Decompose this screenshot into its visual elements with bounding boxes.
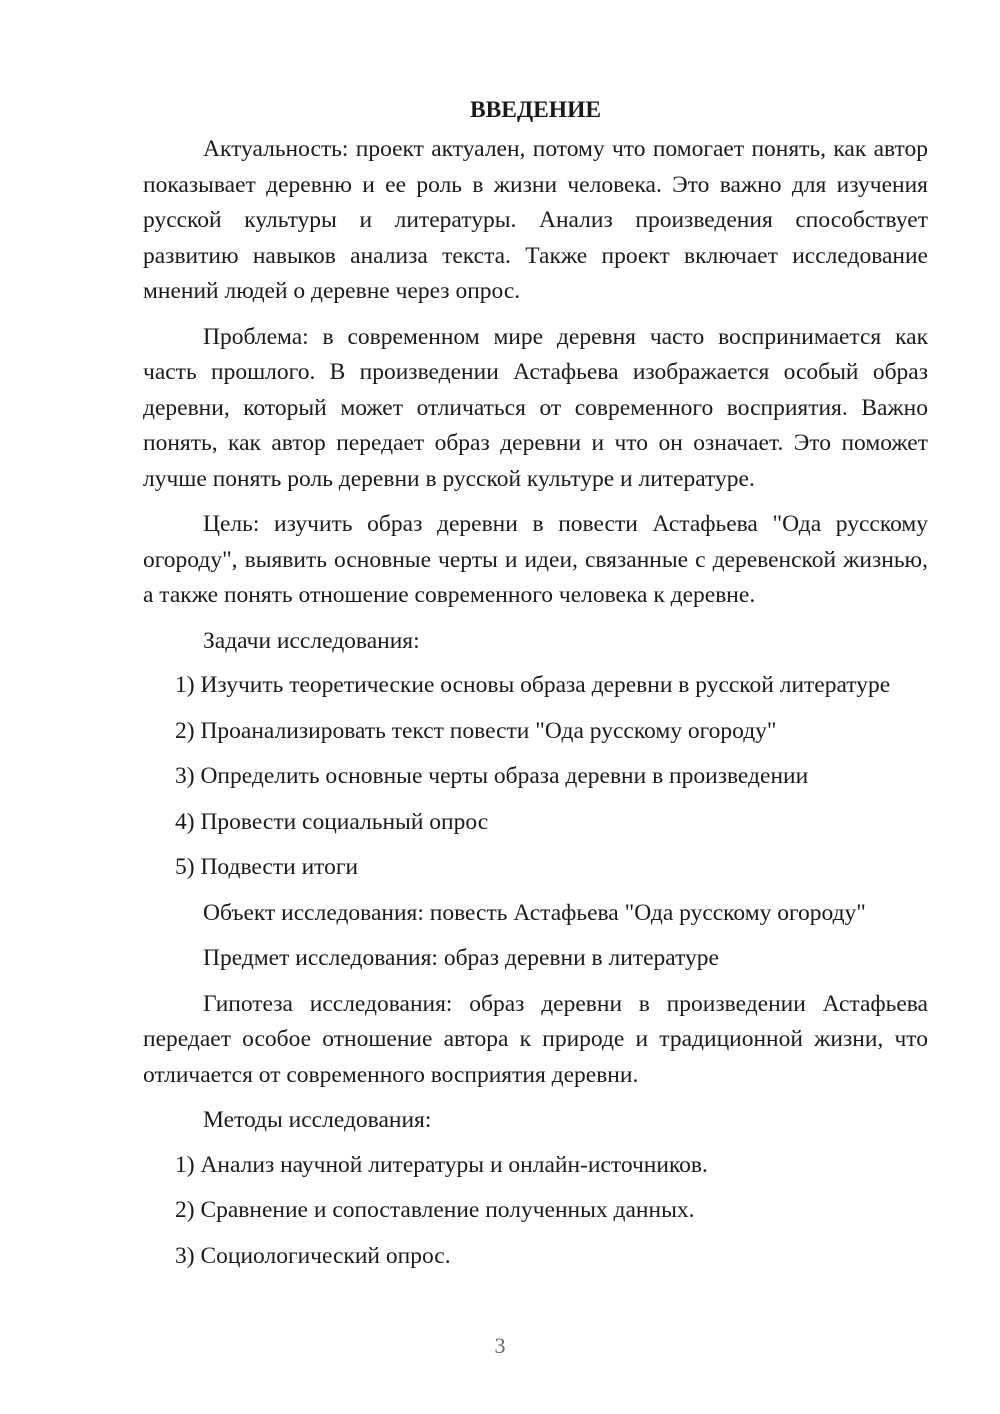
relevance-paragraph: Актуальность: проект актуален, потому что помогает понять, как автор показывает деревню и ее роль в жизни человека. Это важно для изучения русской культуры и литературы. Анализ произведения способствует развитию навыков анализа текста. Также проект включает исследование мнений людей о деревне через опрос. [143,136,928,304]
methods-list [143,1148,928,1275]
tasks-heading: Задачи исследования: [203,627,420,654]
page-number: 3 [494,1333,506,1358]
list-item: 1) Анализ научной литературы и онлайн-источников. [175,1151,708,1178]
list-item: 5) Подвести итоги [175,854,359,880]
tasks-list [143,668,928,886]
list-item: 2) Проанализировать текст повести "Ода русскому огороду" [175,717,777,744]
list-item: 3) Социологический опрос. [175,1242,451,1269]
list-item: 2) Сравнение и сопоставление полученных данных. [175,1197,695,1223]
object-line: Объект исследования: повесть Астафьева "Ода русскому огороду" [203,899,866,926]
list-item: 3) Определить основные черты образа деревни в произведении [175,763,809,789]
list-item: 4) Провести социальный опрос [175,808,489,835]
section-title: ВВЕДЕНИЕ [469,97,602,123]
methods-heading: Методы исследования: [203,1107,432,1133]
page-content [143,92,928,1284]
problem-paragraph: Проблема: в современном мире деревня часто воспринимается как часть прошлого. В произведении Астафьева изображается особый образ деревни, который может отличаться от современного восприятия. Важно понять, как автор передает образ деревни и что он означает. Это поможет лучше понять роль деревни в русской культуре и литературе. [143,323,928,492]
subject-line: Предмет исследования: образ деревни в литературе [203,945,719,971]
hypothesis-paragraph: Гипотеза исследования: образ деревни в произведении Астафьева передает особое отношение автора к природе и традиционной жизни, что отличается от современного восприятия деревни. [143,990,928,1088]
goal-paragraph: Цель: изучить образ деревни в повести Астафьева "Ода русскому огороду", выявить основные черты и идеи, связанные с деревенской жизнью, а также понять отношение современного человека к деревне. [143,511,928,608]
list-item: 1) Изучить теоретические основы образа деревни в русской литературе [175,672,891,698]
